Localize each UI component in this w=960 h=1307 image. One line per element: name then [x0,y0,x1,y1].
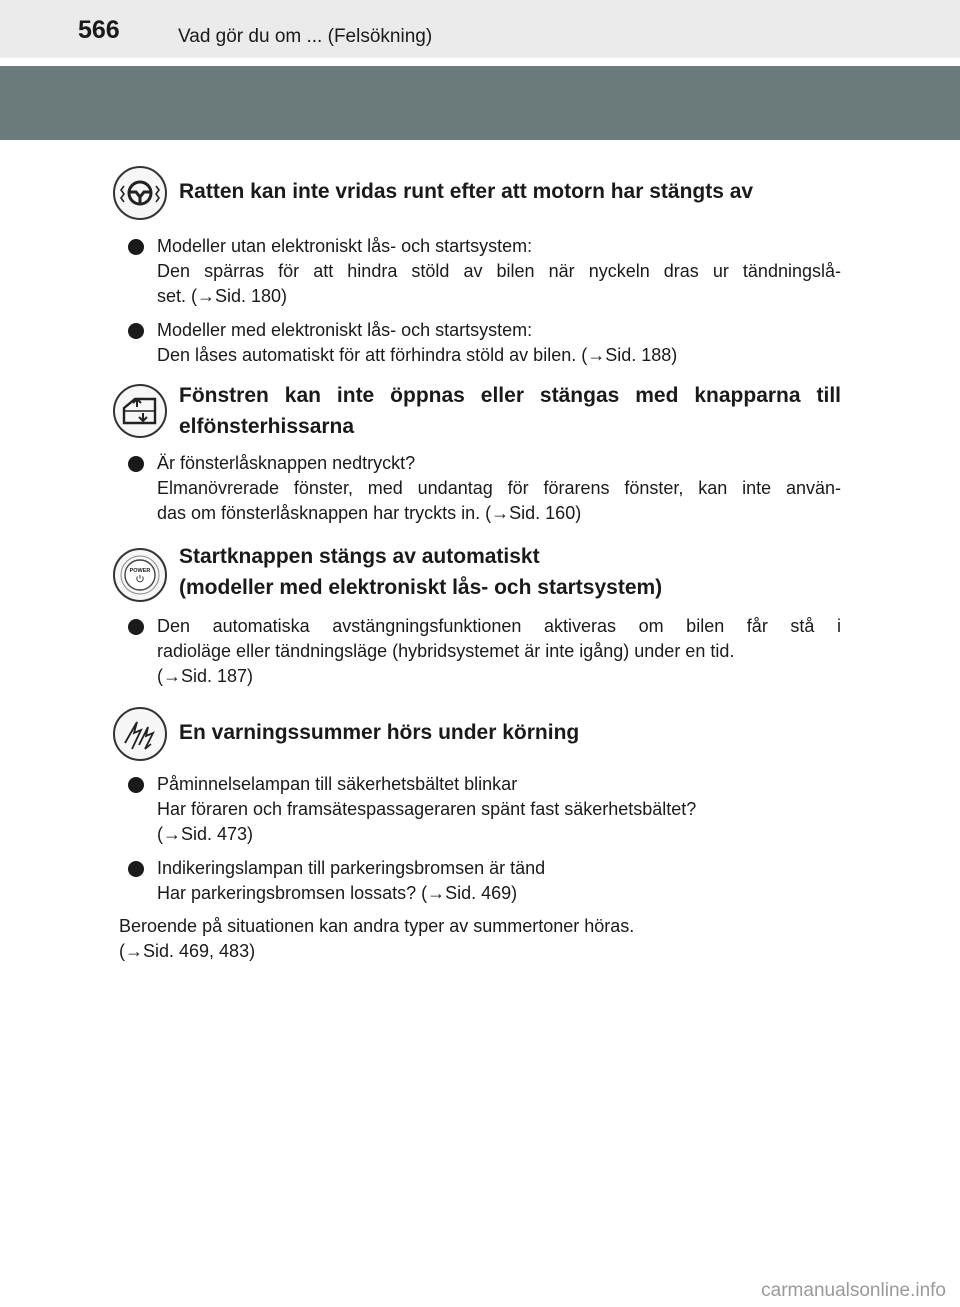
power-window-icon [113,384,167,438]
power-label: POWER [129,568,151,574]
bullet-text: Modeller med elektroniskt lås- och startsystem: Den låses automatiskt för att förhindra stöld av bilen. (→Sid. 188) [157,320,678,365]
bullet-icon [128,619,144,635]
section-title-steering: Ratten kan inte vridas runt efter att motorn har stängts av [179,180,754,203]
bullet-text: Modeller utan elektroniskt lås- och startsystem: Den spärras för att hindra stöld av bilen när nyckeln dras ur tändningslå- set. (→Sid. 180) [157,236,841,306]
section-title-windows: Fönstren kan inte öppnas eller stängas med knapparna till elfönsterhissarna [179,384,841,438]
watermark: carmanualsonline.info [761,1280,946,1301]
summary-note: Beroende på situationen kan andra typer av summertoner höras. (→Sid. 469, 483) [119,916,635,961]
bullet-text: Är fönsterlåsknappen nedtryckt? Elmanövrerade fönster, med undantag för förarens fönster, kan inte använ- das om fönsterlåsknappen har tryckts in. (→Sid. 160) [157,453,841,523]
bullet-icon [128,456,144,472]
section-title-start-button: Startknappen stängs av automatiskt (modeller med elektroniskt lås- och startsystem) [179,545,663,599]
bullet-icon [128,777,144,793]
bullet-icon [128,861,144,877]
power-button-icon [113,548,167,602]
warning-buzzer-icon [113,707,167,761]
page-title: Vad gör du om ... (Felsökning) [178,26,433,47]
steering-lock-icon [113,166,167,220]
bullet-text: Den automatiska avstängningsfunktionen aktiveras om bilen får stå i radioläge eller tändningsläge (hybridsystemet är inte igång) under en tid. (→Sid. 187) [157,616,841,686]
page-number: 566 [78,16,120,44]
header-band [0,66,960,140]
bullet-icon [128,323,144,339]
page-header [0,0,960,58]
bullet-text: Indikeringslampan till parkeringsbromsen är tänd Har parkeringsbromsen lossats? (→Sid. 469) [157,858,546,903]
section-title-warning-buzzer: En varningssummer hörs under körning [179,721,580,744]
bullet-icon [128,239,144,255]
bullet-text: Påminnelselampan till säkerhetsbältet blinkar Har föraren och framsätespassageraren spänt fast säkerhetsbältet? (→Sid. 473) [157,774,697,844]
